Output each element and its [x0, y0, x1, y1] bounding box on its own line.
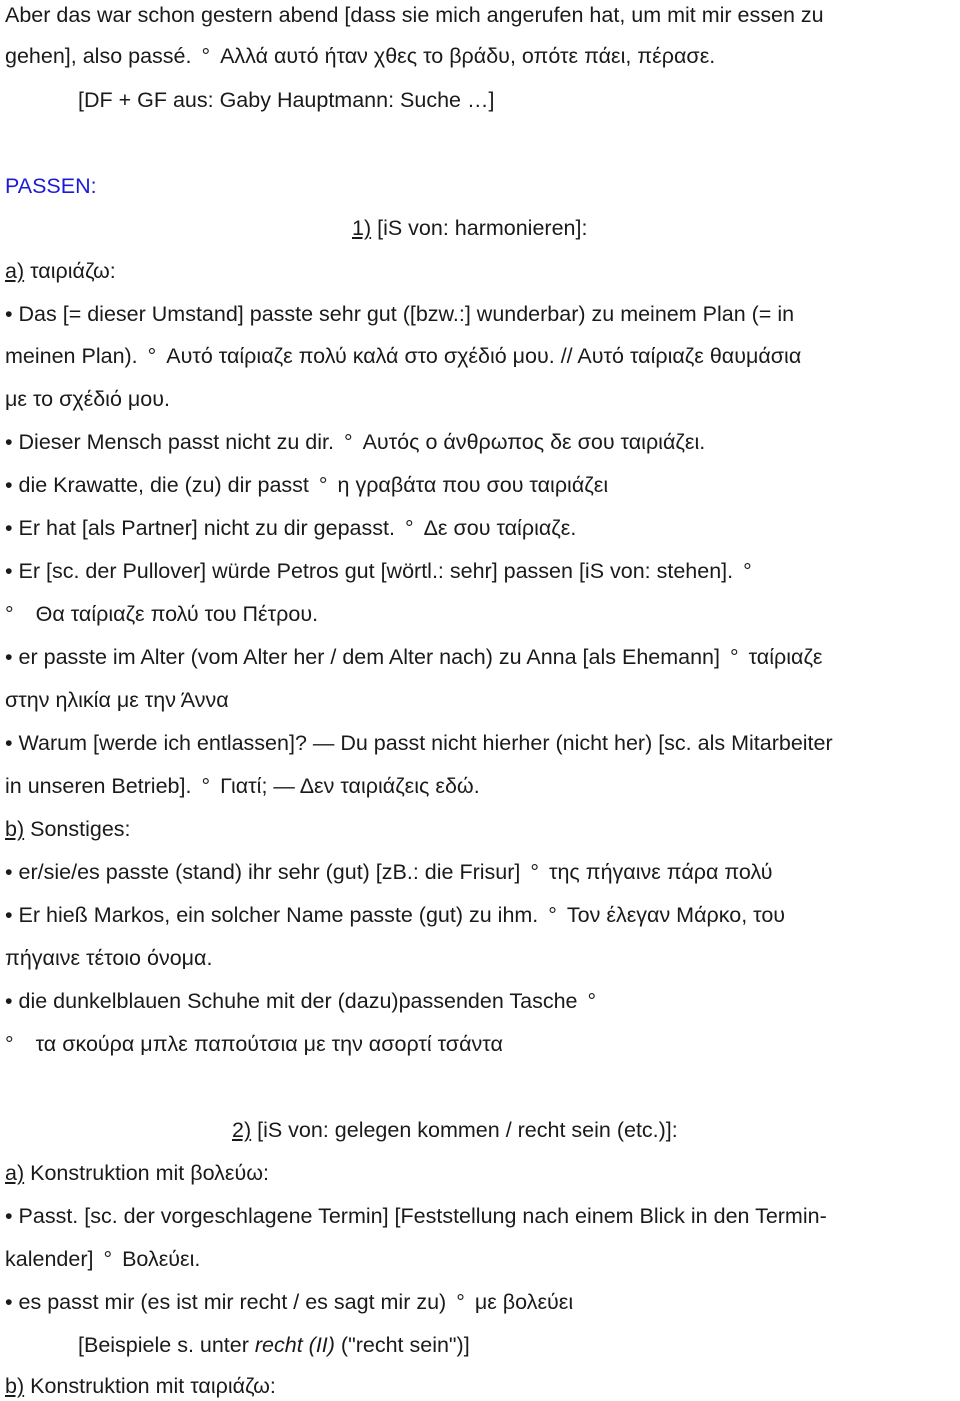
example-7-line-1 [5, 728, 833, 758]
example-text-de: er passte im Alter (vom Alter her / dem Alter nach) zu Anna [als Ehemann] [18, 645, 720, 669]
example-2-1-line-1 [5, 1201, 827, 1231]
example-text-gr: Γιατί; — Δεν ταιριάζεις εδώ. [220, 774, 480, 798]
degree-marker: ° [5, 602, 14, 626]
section-1a-label [5, 256, 116, 286]
example-1-line-3 [5, 384, 170, 414]
cross-reference [78, 1330, 470, 1360]
example-text-de: Er hieß Markos, ein solcher Name passte (gut) zu ihm. [18, 903, 539, 927]
bullet-icon: • [5, 989, 13, 1013]
subsection-label: b) [5, 1374, 25, 1398]
degree-marker: ° [201, 44, 211, 68]
example-1-line-1 [5, 299, 794, 329]
example-text-gr: Θα ταίριαζε πολύ του Πέτρου. [35, 602, 319, 626]
section-1b-label [5, 814, 131, 844]
example-text-gr: με βολεύει [474, 1290, 574, 1314]
subsection-text: ταιριάζω: [30, 259, 116, 283]
example-text-de: Dieser Mensch passt nicht zu dir. [18, 430, 334, 454]
example-2 [5, 427, 705, 457]
degree-marker: ° [530, 860, 539, 884]
example-9-line-2 [5, 943, 212, 973]
bullet-icon: • [5, 430, 13, 454]
headword [5, 171, 97, 201]
intro-text-gr: Αλλά αυτό ήταν χθες το βράδυ, οπότε πάει, πέρασε. [220, 44, 716, 68]
source-citation: [DF + GF aus: Gaby Hauptmann: Suche …] [78, 88, 495, 112]
example-text-gr: Αυτός ο άνθρωπος δε σου ταιριάζει. [362, 430, 706, 454]
bullet-icon: • [5, 860, 13, 884]
degree-marker: ° [5, 1032, 14, 1056]
degree-marker: ° [404, 516, 414, 540]
degree-marker: ° [743, 559, 752, 583]
example-4 [5, 513, 576, 543]
example-text-de: Passt. [sc. der vorgeschlagene Termin] [Feststellung nach einem Blick in den Termin- [18, 1204, 827, 1228]
example-text-de: in unseren Betrieb]. [5, 774, 192, 798]
degree-marker: ° [343, 430, 353, 454]
example-text-de: er/sie/es passte (stand) ihr sehr (gut) [zB.: die Frisur] [18, 860, 521, 884]
example-text-de: Das [= dieser Umstand] passte sehr gut ([bzw.:] wunderbar) zu meinem Plan (= in [18, 302, 795, 326]
example-text-gr: η γραβάτα που σου ταιριάζει [337, 473, 609, 497]
intro-source [78, 85, 494, 115]
example-6-line-1 [5, 642, 823, 672]
bullet-icon: • [5, 473, 13, 497]
example-text-de: kalender] [5, 1247, 94, 1271]
example-text-de: Er hat [als Partner] nicht zu dir gepasst. [18, 516, 395, 540]
degree-marker: ° [147, 344, 157, 368]
example-3 [5, 470, 608, 500]
bullet-icon: • [5, 1290, 13, 1314]
example-text-de: meinen Plan). [5, 344, 138, 368]
bullet-icon: • [5, 559, 13, 583]
example-text-gr: της πήγαινε πάρα πολύ [548, 860, 773, 884]
section-1-heading [352, 213, 587, 243]
subsection-text: Konstruktion mit βολεύω: [30, 1161, 269, 1185]
headword-text: PASSEN: [5, 174, 97, 198]
example-text-gr: Βολεύει. [122, 1247, 201, 1271]
section-heading-text: [iS von: gelegen kommen / recht sein (etc.)]: [257, 1118, 678, 1142]
bullet-icon: • [5, 645, 13, 669]
example-7-line-2 [5, 771, 480, 801]
example-text-gr: με το σχέδιό μου. [5, 387, 170, 411]
intro-line-1 [5, 0, 824, 30]
bullet-icon: • [5, 302, 13, 326]
example-8 [5, 857, 772, 887]
example-9-line-1 [5, 900, 785, 930]
degree-marker: ° [730, 645, 739, 669]
example-text-gr: πήγαινε τέτοιο όνομα. [5, 946, 213, 970]
example-text-de: Warum [werde ich entlassen]? — Du passt nicht hierher (nicht her) [sc. als Mitarbeiter [18, 731, 833, 755]
subsection-label: b) [5, 817, 25, 841]
intro-text-de-2: gehen], also passé. [5, 44, 192, 68]
subsection-text: Konstruktion mit ταιριάζω: [30, 1374, 276, 1398]
section-number: 2) [232, 1118, 252, 1142]
reference-text: ("recht sein")] [340, 1333, 470, 1357]
example-text-gr: Τον έλεγαν Μάρκο, του [566, 903, 786, 927]
example-text-gr: Δε σου ταίριαζε. [423, 516, 577, 540]
example-text-de: die dunkelblauen Schuhe mit der (dazu)passenden Tasche [18, 989, 578, 1013]
reference-text: [Beispiele s. unter [78, 1333, 249, 1357]
example-5-line-2 [5, 599, 318, 629]
example-text-de: die Krawatte, die (zu) dir passt [18, 473, 309, 497]
section-number: 1) [352, 216, 372, 240]
reference-keyword: recht (II) [254, 1333, 335, 1357]
example-5-line-1 [5, 556, 762, 586]
intro-text-de: Aber das war schon gestern abend [dass sie mich angerufen hat, um mit mir essen zu [5, 3, 824, 27]
example-2-2 [5, 1287, 573, 1317]
section-2b-label [5, 1371, 276, 1401]
bullet-icon: • [5, 1204, 13, 1228]
bullet-icon: • [5, 731, 13, 755]
section-2-heading [232, 1115, 678, 1145]
example-text-gr: τα σκούρα μπλε παπούτσια με την ασορτί τσάντα [35, 1032, 503, 1056]
example-text-de: es passt mir (es ist mir recht / es sagt mir zu) [18, 1290, 447, 1314]
example-text-gr: στην ηλικία με την Άννα [5, 688, 229, 712]
example-text-de: Er [sc. der Pullover] würde Petros gut [wörtl.: sehr] passen [iS von: stehen]. [18, 559, 734, 583]
degree-marker: ° [318, 473, 328, 497]
example-6-line-2 [5, 685, 229, 715]
bullet-icon: • [5, 903, 13, 927]
example-10-line-2 [5, 1029, 503, 1059]
section-2a-label [5, 1158, 269, 1188]
example-1-line-2 [5, 341, 801, 371]
subsection-label: a) [5, 1161, 25, 1185]
degree-marker: ° [456, 1290, 465, 1314]
degree-marker: ° [587, 989, 597, 1013]
example-text-gr: ταίριαζε [748, 645, 823, 669]
intro-line-2 [5, 41, 715, 71]
section-heading-text: [iS von: harmonieren]: [377, 216, 588, 240]
degree-marker: ° [103, 1247, 113, 1271]
example-10-line-1 [5, 986, 606, 1016]
bullet-icon: • [5, 516, 13, 540]
degree-marker: ° [201, 774, 211, 798]
example-text-gr: Αυτό ταίριαζε πολύ καλά στο σχέδιό μου. // Αυτό ταίριαζε θαυμάσια [166, 344, 802, 368]
subsection-text: Sonstiges: [30, 817, 131, 841]
degree-marker: ° [548, 903, 557, 927]
example-2-1-line-2 [5, 1244, 200, 1274]
subsection-label: a) [5, 259, 25, 283]
